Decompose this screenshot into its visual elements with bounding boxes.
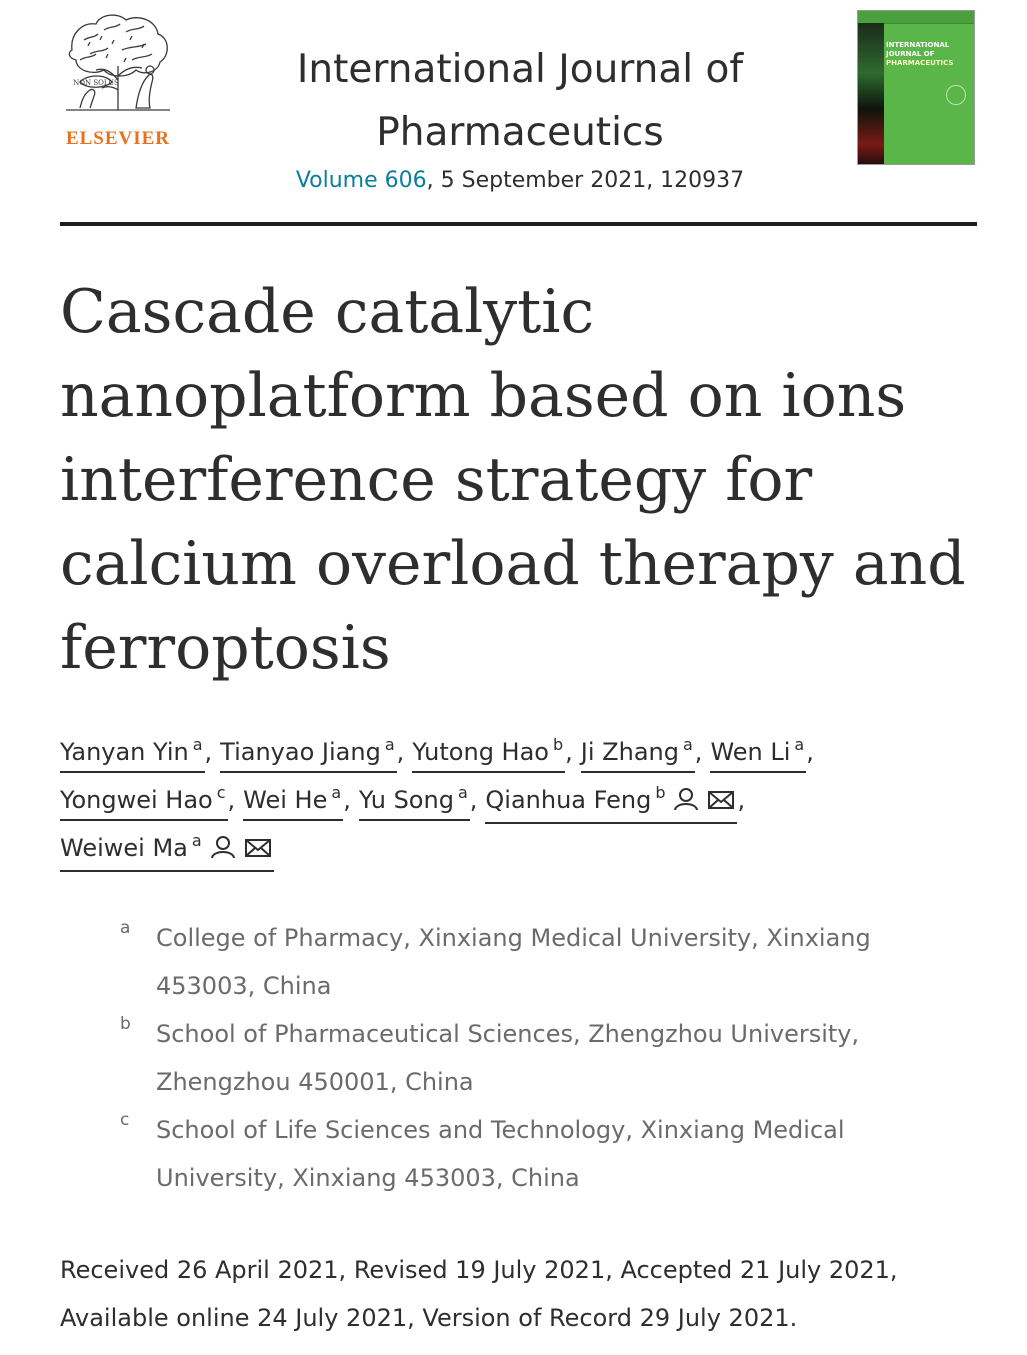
affiliation-item bbox=[118, 1106, 968, 1202]
journal-name-line2[interactable]: Pharmaceutics bbox=[376, 110, 664, 155]
cover-seal-icon bbox=[946, 85, 966, 105]
article-history: Received 26 April 2021, Revised 19 July 2021, Accepted 21 July 2021, Available online 24 July 2021, Version of Record 29 July 2021. bbox=[60, 1256, 898, 1332]
journal-header bbox=[60, 0, 977, 224]
author-affiliation-mark: b bbox=[655, 783, 666, 802]
author-name: Yanyan Yin bbox=[60, 738, 189, 766]
author-link[interactable] bbox=[60, 781, 228, 821]
envelope-icon bbox=[707, 784, 735, 822]
author-link[interactable] bbox=[412, 733, 565, 773]
author-affiliation-mark: a bbox=[457, 783, 468, 802]
author-link[interactable] bbox=[243, 781, 343, 821]
affiliation-label: a bbox=[120, 918, 131, 938]
author-link[interactable] bbox=[710, 733, 806, 773]
author-link[interactable] bbox=[220, 733, 396, 773]
publisher-name: ELSEVIER bbox=[65, 128, 171, 149]
person-icon bbox=[210, 832, 236, 870]
corresponding-author-link[interactable] bbox=[485, 781, 737, 824]
author-name: Wei He bbox=[243, 786, 328, 814]
issue-details: , 5 September 2021, 120937 bbox=[426, 168, 745, 193]
author-link[interactable] bbox=[359, 781, 470, 821]
author-affiliation-mark: a bbox=[384, 735, 395, 754]
header-divider bbox=[60, 222, 977, 226]
cover-title bbox=[886, 41, 974, 68]
author-affiliation-mark: b bbox=[553, 735, 564, 754]
volume-link[interactable]: Volume 606 bbox=[295, 168, 427, 193]
author-name: Yutong Hao bbox=[412, 738, 549, 766]
cover-title-line2: PHARMACEUTICS bbox=[886, 59, 954, 67]
issue-info bbox=[190, 168, 850, 193]
affiliation-label: c bbox=[120, 1110, 130, 1130]
author-link[interactable] bbox=[581, 733, 695, 773]
author-list: Yanyan Yin $^a$, Tianyao Jiang $^a$, Yutong Hao $^b$, Ji Zhang $^a$, Wen Li $^a$, Yongwei Hao $^c$, Wei He $^a$, Yu Song $^a$, Qianhua Feng $^b$ , Weiwei Ma $^a$ bbox=[60, 728, 977, 872]
elsevier-tree-icon bbox=[60, 10, 176, 118]
author-link[interactable] bbox=[60, 733, 205, 773]
author-affiliation-mark: c bbox=[216, 783, 226, 802]
affiliation-text: College of Pharmacy, Xinxiang Medical University, Xinxiang 453003, China bbox=[156, 924, 871, 1000]
author-name: Yongwei Hao bbox=[60, 786, 213, 814]
article-title: Cascade catalytic nanoplatform based on ions interference strategy for calcium overload therapy and ferroptosis bbox=[60, 277, 966, 683]
corresponding-author-link[interactable] bbox=[60, 829, 274, 872]
author-affiliation-mark: a bbox=[331, 783, 342, 802]
affiliation-text: School of Life Sciences and Technology, Xinxiang Medical University, Xinxiang 453003, China bbox=[156, 1116, 845, 1192]
author-name: Wen Li bbox=[710, 738, 791, 766]
journal-title-block bbox=[190, 38, 850, 193]
affiliation-text: School of Pharmaceutical Sciences, Zhengzhou University, Zhengzhou 450001, China bbox=[156, 1020, 860, 1096]
author-affiliation-mark: a bbox=[191, 831, 202, 850]
journal-cover-thumbnail[interactable] bbox=[857, 10, 975, 165]
affiliation-item bbox=[118, 1010, 968, 1106]
author-name: Tianyao Jiang bbox=[220, 738, 381, 766]
author-name: Weiwei Ma bbox=[60, 834, 188, 862]
cover-image-strip bbox=[858, 23, 884, 165]
author-affiliation-mark: a bbox=[192, 735, 203, 754]
author-affiliation-mark: a bbox=[682, 735, 693, 754]
envelope-icon bbox=[244, 832, 272, 870]
cover-title-line1: INTERNATIONAL JOURNAL OF bbox=[886, 41, 950, 58]
author-name: Yu Song bbox=[358, 786, 454, 814]
author-name: Ji Zhang bbox=[580, 738, 679, 766]
svg-text:NON SOLUS: NON SOLUS bbox=[73, 79, 119, 87]
journal-name-line1[interactable]: International Journal of bbox=[296, 47, 744, 92]
affiliation-item bbox=[118, 914, 968, 1010]
affiliation-list bbox=[118, 914, 968, 1202]
affiliation-label: b bbox=[120, 1014, 131, 1034]
author-affiliation-mark: a bbox=[794, 735, 805, 754]
elsevier-logo[interactable] bbox=[60, 10, 176, 149]
person-icon bbox=[673, 784, 699, 822]
author-name: Qianhua Feng bbox=[485, 786, 652, 814]
